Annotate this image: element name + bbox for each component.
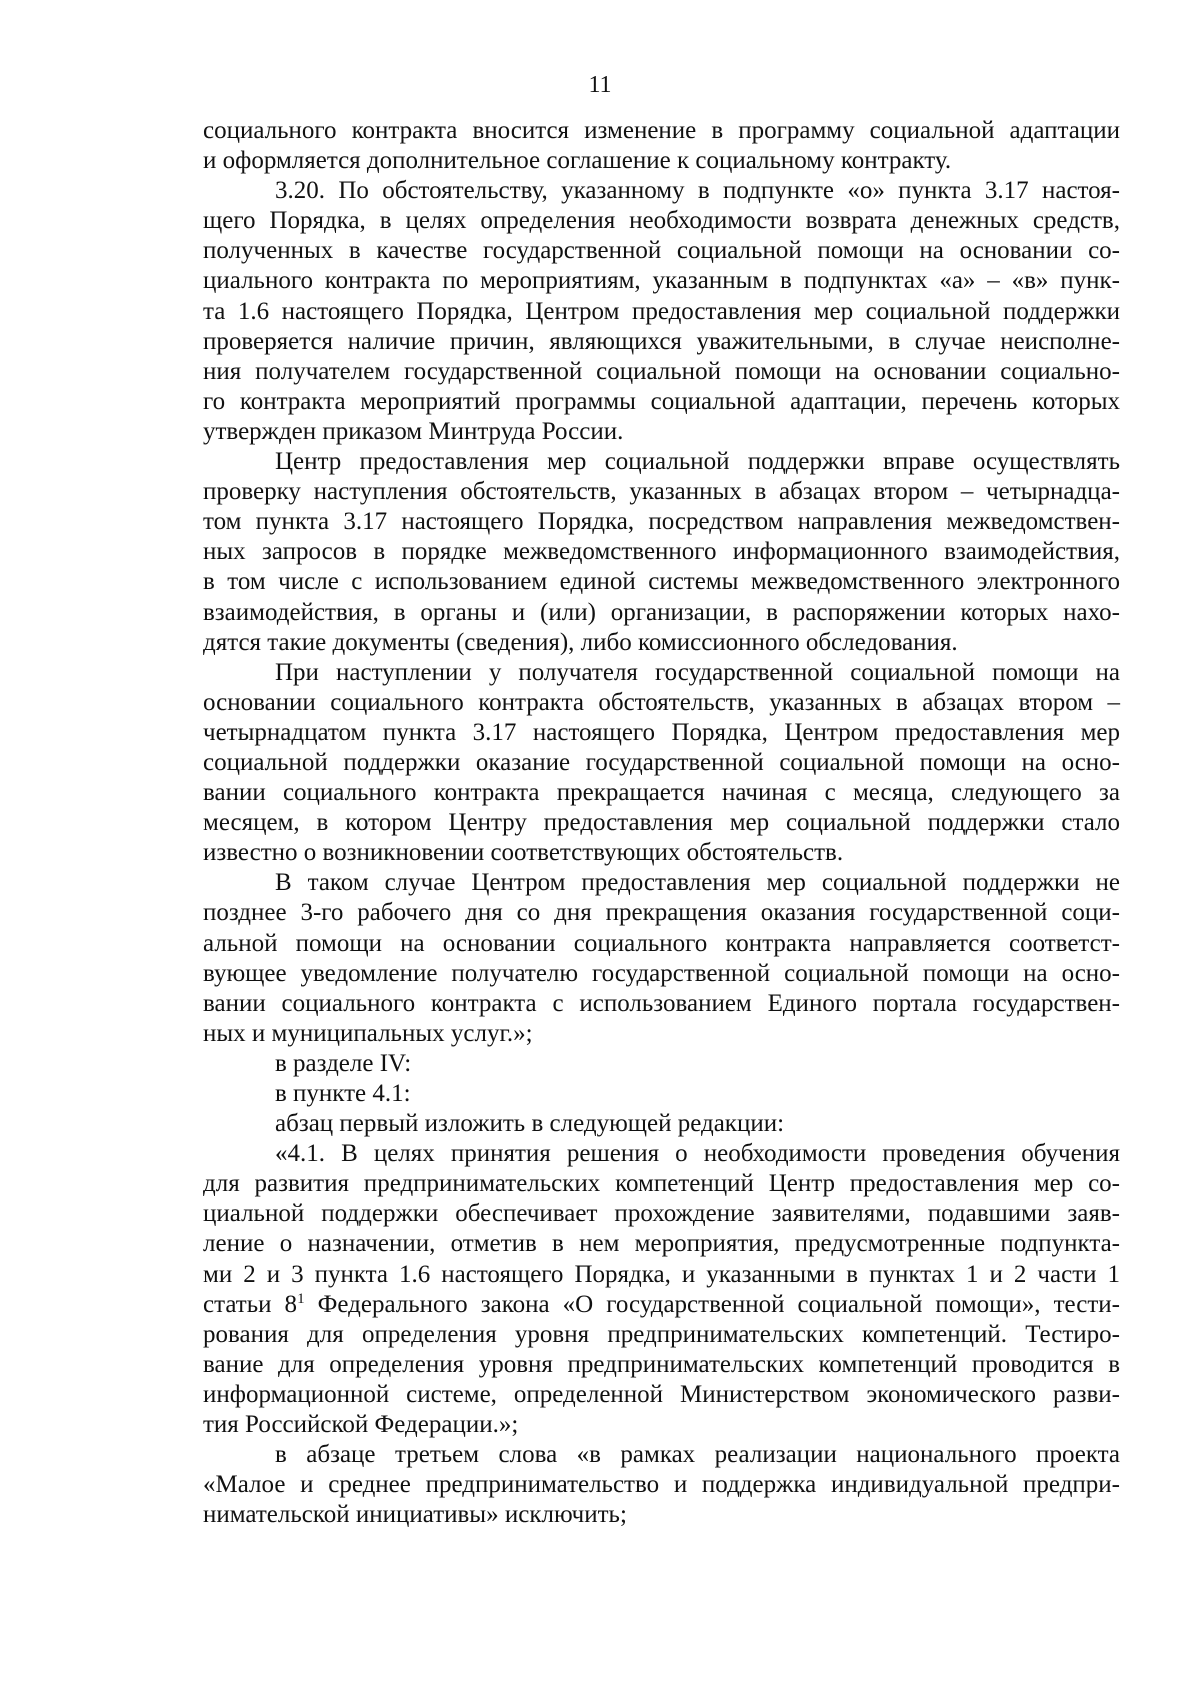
text-line: социального контракта вносится изменение в программу социальной адаптации bbox=[203, 117, 1120, 144]
text-line: известно о возникновении соответствующих обстоятельств. bbox=[203, 839, 844, 867]
text-line: в том числе с использованием единой системы межведомственного электронного bbox=[203, 568, 1120, 596]
paragraph bbox=[203, 116, 1120, 176]
text-line: для развития предпринимательских компетенций Центр предоставления мер со- bbox=[203, 1170, 1120, 1198]
paragraph bbox=[203, 176, 1120, 447]
paragraph bbox=[203, 868, 1120, 1049]
text-line: тия Российской Федерации.»; bbox=[203, 1411, 519, 1439]
text-line: абзац первый изложить в следующей редакции: bbox=[275, 1110, 785, 1138]
superscript: 1 bbox=[297, 1290, 305, 1307]
paragraph bbox=[203, 1109, 1120, 1139]
text-line: ных запросов в порядке межведомственного информационного взаимодействия, bbox=[203, 538, 1120, 566]
text-fragment: статьи 8 bbox=[203, 1290, 298, 1318]
text-line bbox=[203, 1290, 1120, 1320]
text-line: и оформляется дополнительное соглашение к социальному контракту. bbox=[203, 147, 952, 175]
text-line: в разделе IV: bbox=[275, 1049, 412, 1077]
text-line: взаимодействия, в органы и (или) организации, в распоряжении которых нахо- bbox=[203, 598, 1120, 626]
text-line: го контракта мероприятий программы социальной адаптации, перечень которых bbox=[203, 387, 1120, 415]
text-line: четырнадцатом пункта 3.17 настоящего Порядка, Центром предоставления мер bbox=[203, 718, 1120, 746]
paragraph bbox=[203, 658, 1120, 869]
text-line: вании социального контракта прекращается начиная с месяца, следующего за bbox=[203, 779, 1120, 807]
text-line: ных и муниципальных услуг.»; bbox=[203, 1019, 533, 1047]
text-line: ление о назначении, отметив в нем мероприятия, предусмотренные подпункта- bbox=[203, 1230, 1120, 1258]
text-fragment: Федерального закона «О государственной социальной помощи», тести- bbox=[304, 1290, 1120, 1318]
text-line: проверяется наличие причин, являющихся уважительными, в случае неисполне- bbox=[203, 327, 1120, 355]
text-line: ми 2 и 3 пункта 1.6 настоящего Порядка, и указанными в пунктах 1 и 2 части 1 bbox=[203, 1260, 1120, 1288]
text-line: позднее 3-го рабочего дня со дня прекращения оказания государственной соци- bbox=[203, 899, 1120, 927]
text-line: та 1.6 настоящего Порядка, Центром предоставления мер социальной поддержки bbox=[203, 297, 1120, 325]
text-line: альной помощи на основании социального контракта направляется соответст- bbox=[203, 929, 1120, 957]
text-line: щего Порядка, в целях определения необходимости возврата денежных средств, bbox=[203, 207, 1120, 235]
paragraph bbox=[203, 1139, 1120, 1440]
text-line: проверку наступления обстоятельств, указанных в абзацах втором – четырнадца- bbox=[203, 478, 1120, 506]
text-line: «4.1. В целях принятия решения о необходимости проведения обучения bbox=[275, 1140, 1120, 1168]
text-line: 3.20. По обстоятельству, указанному в подпункте «о» пункта 3.17 настоя- bbox=[275, 177, 1120, 205]
text-line: рования для определения уровня предпринимательских компетенций. Тестиро- bbox=[203, 1320, 1120, 1348]
paragraph bbox=[203, 1079, 1120, 1109]
text-line: полученных в качестве государственной социальной помощи на основании со- bbox=[203, 237, 1120, 265]
text-line: социальной поддержки оказание государственной социальной помощи на осно- bbox=[203, 748, 1120, 776]
paragraph bbox=[203, 1440, 1120, 1530]
text-line: «Малое и среднее предпринимательство и поддержка индивидуальной предпри- bbox=[203, 1471, 1120, 1499]
text-line: В таком случае Центром предоставления мер социальной поддержки не bbox=[275, 869, 1120, 897]
document-body bbox=[203, 116, 1120, 1530]
text-line: циального контракта по мероприятиям, указанным в подпунктах «а» – «в» пунк- bbox=[203, 267, 1120, 295]
text-line: При наступлении у получателя государственной социальной помощи на bbox=[275, 658, 1120, 686]
text-line: в абзаце третьем слова «в рамках реализации национального проекта bbox=[275, 1441, 1120, 1469]
text-line: дятся такие документы (сведения), либо комиссионного обследования. bbox=[203, 628, 958, 656]
text-line: вующее уведомление получателю государственной социальной помощи на осно- bbox=[203, 959, 1120, 987]
text-line: нимательской инициативы» исключить; bbox=[203, 1501, 627, 1529]
text-line: информационной системе, определенной Министерством экономического разви- bbox=[203, 1380, 1120, 1408]
text-line: том пункта 3.17 настоящего Порядка, посредством направления межведомствен- bbox=[203, 508, 1120, 536]
text-line: циальной поддержки обеспечивает прохождение заявителями, подавшими заяв- bbox=[203, 1200, 1120, 1228]
text-line: вание для определения уровня предпринимательских компетенций проводится в bbox=[203, 1350, 1120, 1378]
paragraph bbox=[203, 1049, 1120, 1079]
text-line: ния получателем государственной социальной помощи на основании социально- bbox=[203, 357, 1120, 385]
text-line: основании социального контракта обстоятельств, указанных в абзацах втором – bbox=[203, 688, 1120, 716]
text-line: утвержден приказом Минтруда России. bbox=[203, 417, 624, 445]
paragraph bbox=[203, 447, 1120, 658]
page-number: 11 bbox=[588, 72, 612, 98]
text-line: в пункте 4.1: bbox=[275, 1080, 411, 1107]
text-line: Центр предоставления мер социальной поддержки вправе осуществлять bbox=[275, 448, 1120, 476]
text-line: месяцем, в котором Центру предоставления мер социальной поддержки стало bbox=[203, 809, 1120, 837]
text-line: вании социального контракта с использованием Единого портала государствен- bbox=[203, 989, 1120, 1017]
